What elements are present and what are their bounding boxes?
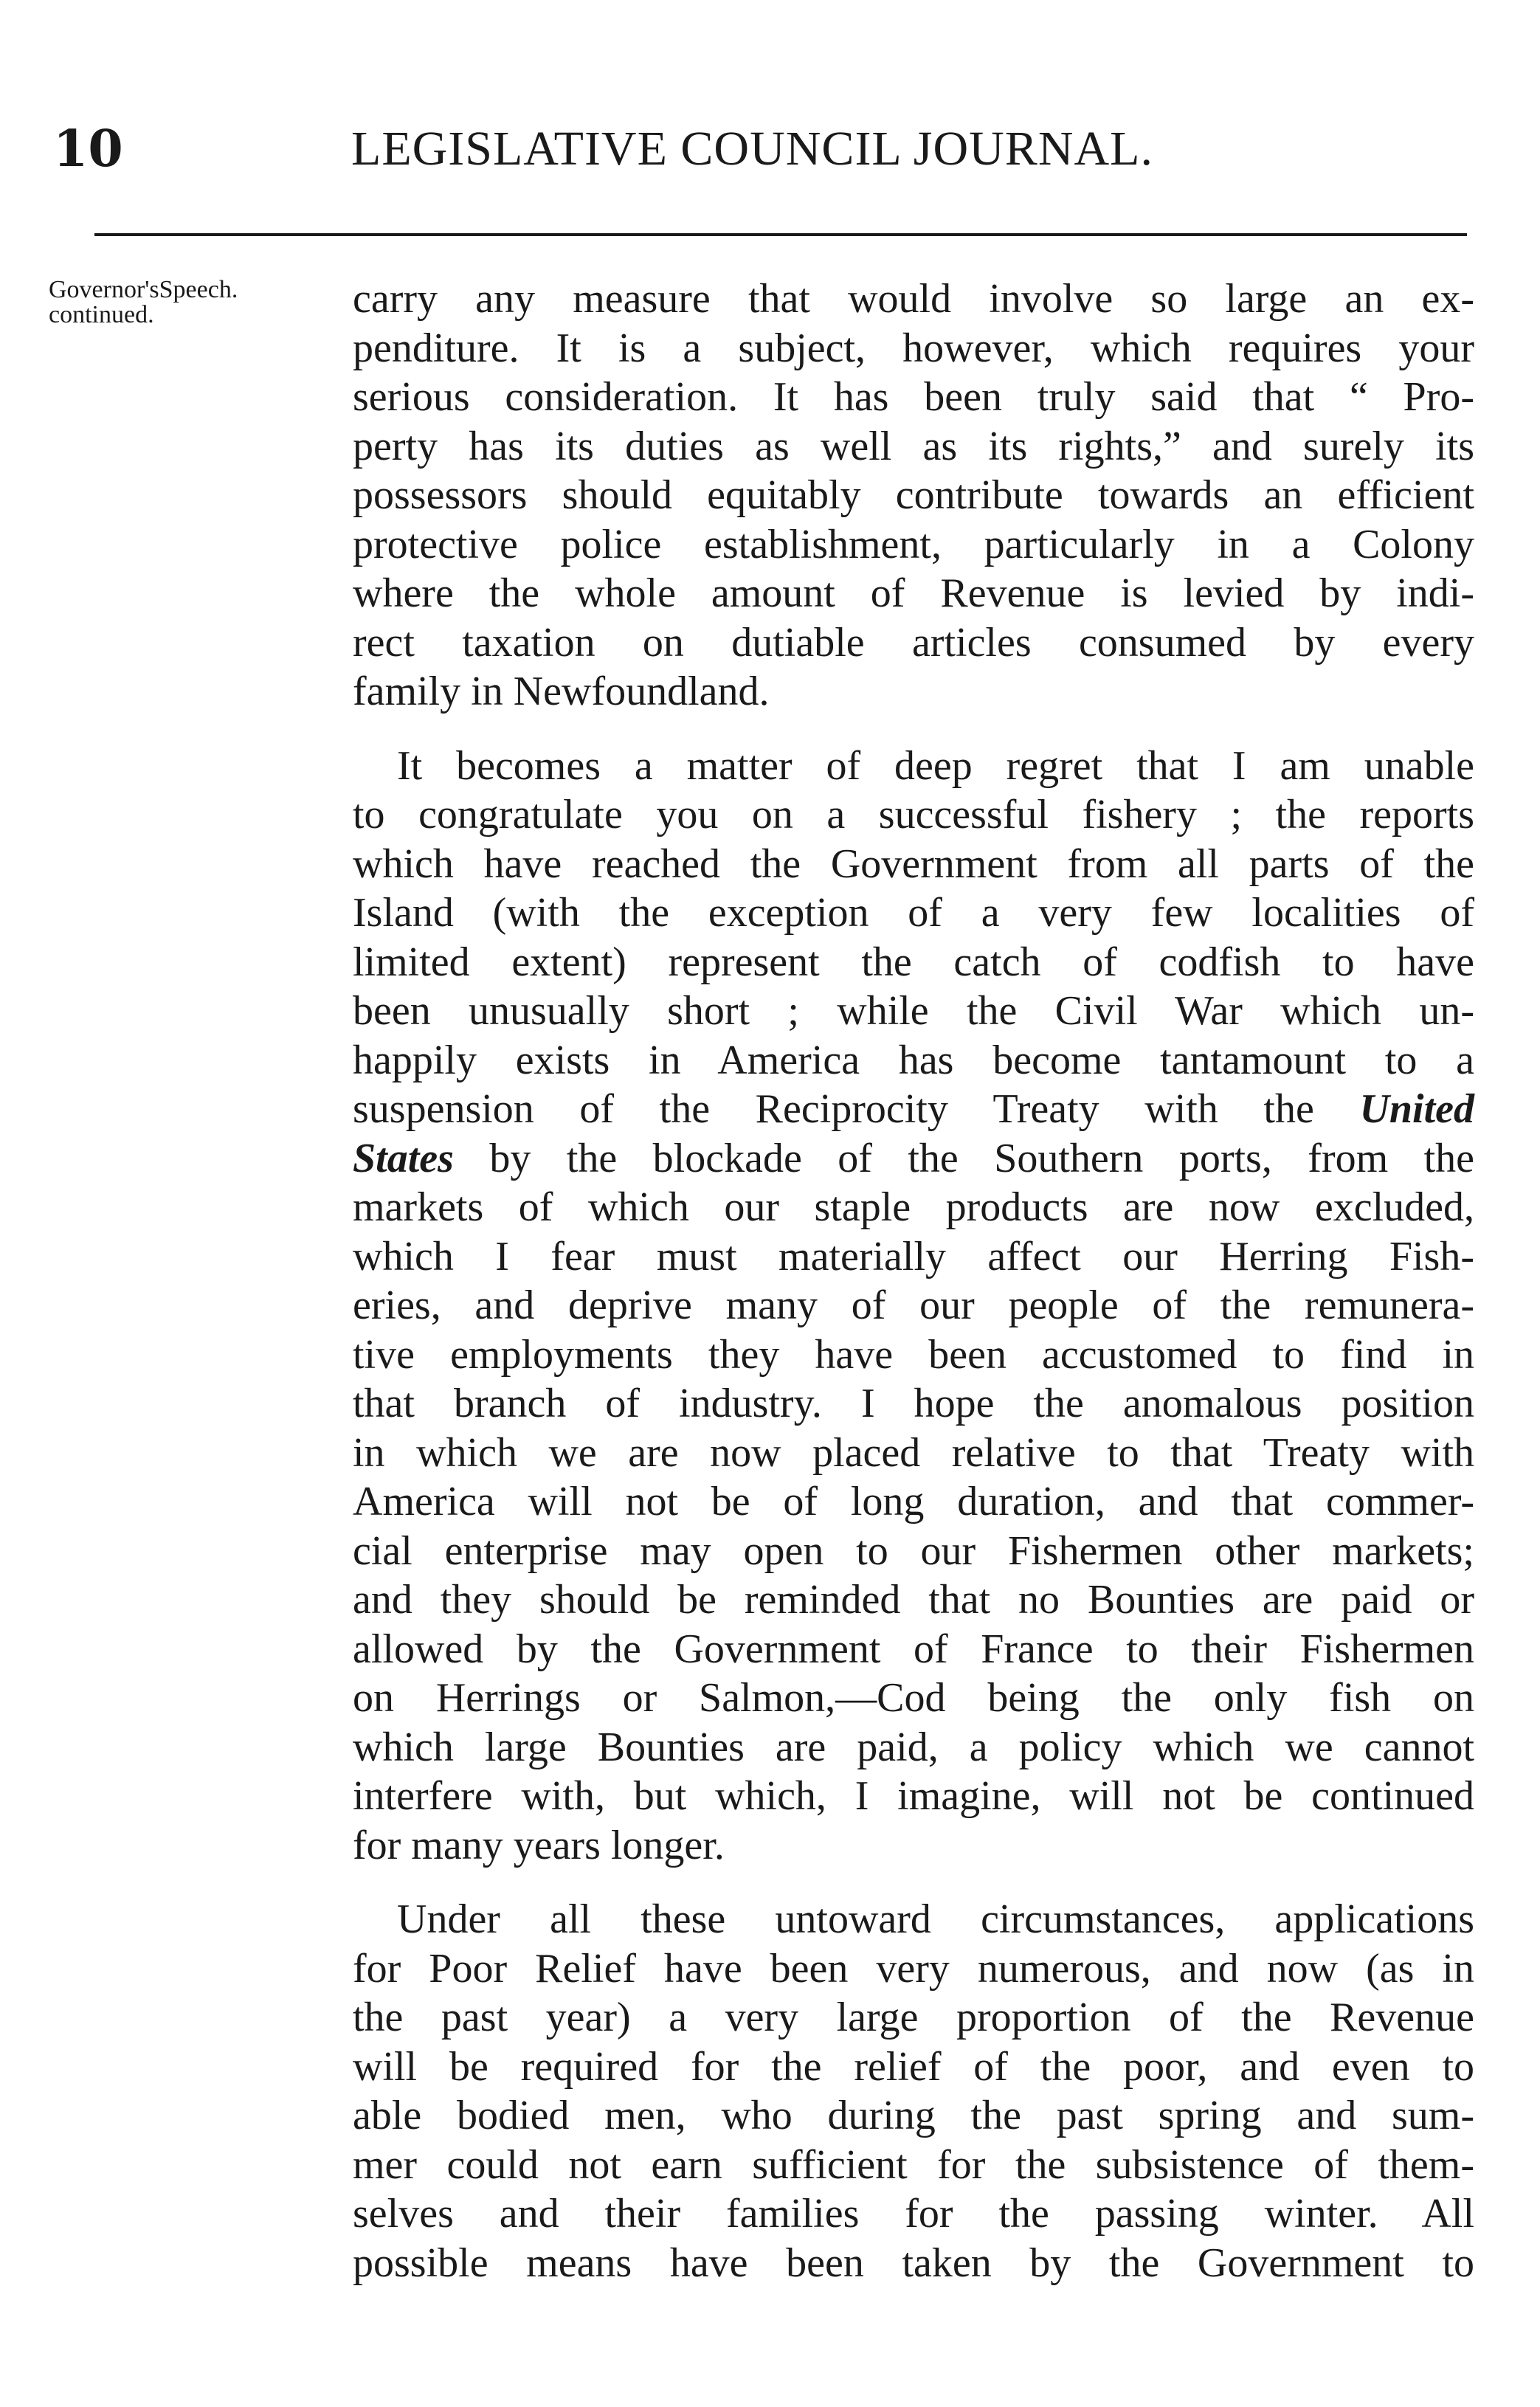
text-line: which I fear must materially affect our Herring Fish- xyxy=(353,1233,1474,1280)
text-line: limited extent) represent the catch of codfish to have xyxy=(353,939,1474,985)
text-line: been unusually short ; while the Civil War which un- xyxy=(353,988,1474,1034)
text-line: perty has its duties as well as its rights,” and surely its xyxy=(353,423,1474,469)
text-line: serious consideration. It has been truly said that “ Pro- xyxy=(353,374,1474,420)
paragraph xyxy=(353,274,1474,716)
text-line: mer could not earn sufficient for the subsistence of them- xyxy=(353,2141,1474,2188)
text-line: Island (with the exception of a very few localities of xyxy=(353,890,1474,936)
text-line: which large Bounties are paid, a policy which we cannot xyxy=(353,1724,1474,1770)
text-line: for many years longer. xyxy=(353,1822,725,1868)
paragraph xyxy=(353,742,1474,1871)
text-line: markets of which our staple products are now excluded, xyxy=(353,1184,1474,1230)
text-line: to congratulate you on a successful fishery ; the reports xyxy=(353,792,1474,838)
text-line: family in Newfoundland. xyxy=(353,669,770,714)
text-line: interfere with, but which, I imagine, will not be continued xyxy=(353,1773,1474,1819)
margin-note-line: continued. xyxy=(49,301,154,328)
text-line: on Herrings or Salmon,—Cod being the only fish on xyxy=(353,1675,1474,1721)
text-line: America will not be of long duration, and that commer- xyxy=(353,1479,1474,1524)
text-line: able bodied men, who during the past spring and sum- xyxy=(353,2093,1474,2138)
text-line: where the whole amount of Revenue is levied by indi- xyxy=(353,570,1474,616)
paragraph xyxy=(353,1895,1474,2287)
header-rule xyxy=(94,233,1467,236)
text-line: will be required for the relief of the poor, and even to xyxy=(353,2043,1474,2090)
text-line: eries, and deprive many of our people of the remunera- xyxy=(353,1282,1474,1328)
text-line: that branch of industry. I hope the anomalous position xyxy=(353,1381,1474,1426)
margin-note-line: Governor'sSpeech. xyxy=(49,276,238,303)
text-line: protective police establishment, particularly in a Colony xyxy=(353,521,1474,567)
text-line: possible means have been taken by the Government to xyxy=(353,2239,1474,2286)
text-line-with-italic xyxy=(353,1085,1474,1134)
text-line: Under all these untoward circumstances, applications xyxy=(397,1896,1474,1942)
text-line: rect taxation on dutiable articles consumed by every xyxy=(353,619,1474,666)
text-line: happily exists in America has become tantamount to a xyxy=(353,1037,1474,1083)
text-fragment: suspension of the Reciprocity Treaty with the xyxy=(353,1086,1314,1132)
text-line: for Poor Relief have been very numerous, and now (as in xyxy=(353,1945,1474,1992)
text-line: the past year) a very large proportion of the Revenue xyxy=(353,1995,1474,2040)
text-line: penditure. It is a subject, however, which requires your xyxy=(353,325,1474,371)
margin-note xyxy=(49,277,336,328)
text-fragment: by the blockade of the Southern ports, from the xyxy=(489,1135,1475,1181)
text-line-with-italic xyxy=(353,1134,1474,1184)
body-text xyxy=(353,274,1474,2287)
italic-word: States xyxy=(353,1135,454,1181)
text-line: carry any measure that would involve so large an ex- xyxy=(353,276,1474,322)
text-line: and they should be reminded that no Bounties are paid or xyxy=(353,1577,1474,1623)
text-line: It becomes a matter of deep regret that I am unable xyxy=(397,742,1474,789)
italic-word: United xyxy=(1359,1086,1475,1132)
text-line: allowed by the Government of France to their Fishermen xyxy=(353,1626,1474,1672)
text-line: tive employments they have been accustomed to find in xyxy=(353,1331,1474,1378)
text-line: cial enterprise may open to our Fishermen other markets; xyxy=(353,1527,1474,1574)
text-line: selves and their families for the passing winter. All xyxy=(353,2191,1474,2237)
running-title: LEGISLATIVE COUNCIL JOURNAL. xyxy=(351,122,1153,176)
text-line: which have reached the Government from all parts of the xyxy=(353,840,1474,887)
page-number: 10 xyxy=(53,120,123,179)
text-line: possessors should equitably contribute towards an efficient xyxy=(353,472,1474,518)
text-line: in which we are now placed relative to that Treaty with xyxy=(353,1429,1474,1476)
